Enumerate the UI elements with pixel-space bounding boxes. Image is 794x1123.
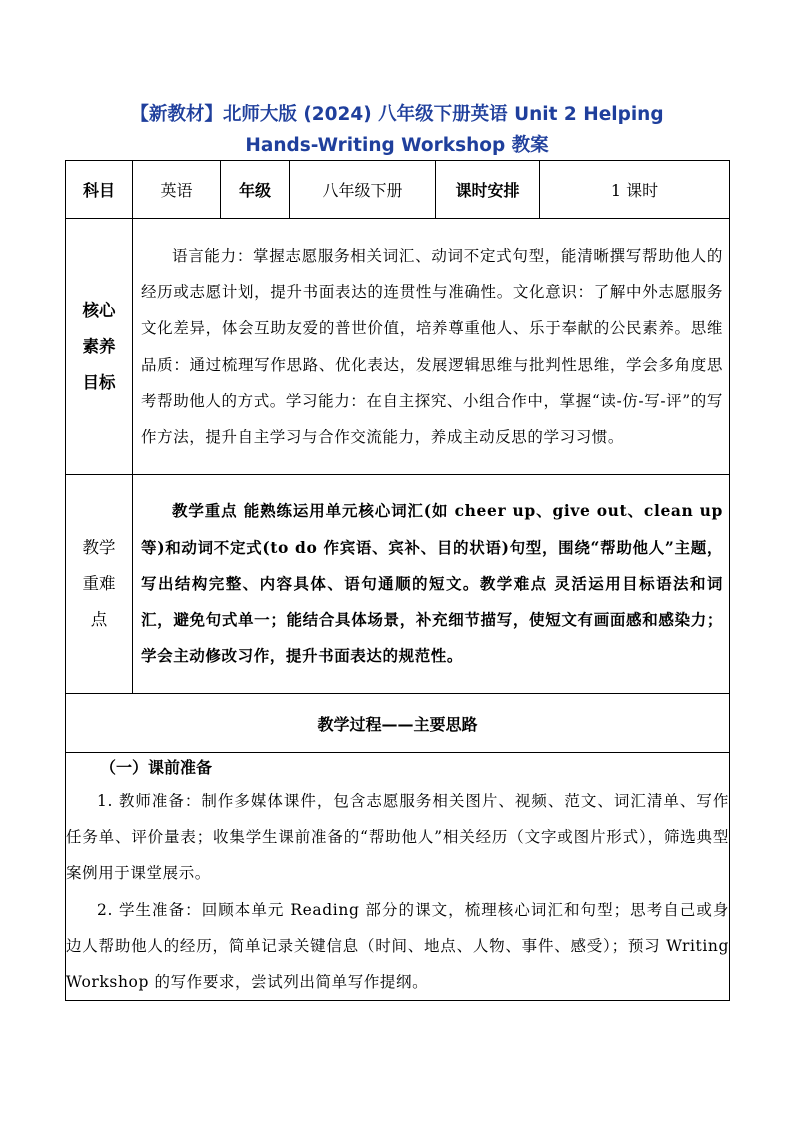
key-points-row bbox=[66, 475, 730, 694]
student-preparation-text: 2. 学生准备：回顾本单元 Reading 部分的课文，梳理核心词汇和句型；思考自己或身边人帮助他人的经历，简单记录关键信息（时间、地点、人物、事件、感受）；预习 Writing Workshop 的写作要求，尝试列出简单写作提纲。 bbox=[66, 900, 729, 992]
process-body-row bbox=[66, 753, 730, 1001]
core-goals-cell bbox=[133, 219, 730, 475]
process-heading-row bbox=[66, 694, 730, 753]
grade-value: 八年级下册 bbox=[290, 161, 436, 219]
core-goals-text: 语言能力：掌握志愿服务相关词汇、动词不定式句型，能清晰撰写帮助他人的经历或志愿计划，提升书面表达的连贯性与准确性。文化意识：了解中外志愿服务文化差异，体会互助友爱的普世价值，培养尊重他人、乐于奉献的公民素养。思维品质：通过梳理写作思路、优化表达，发展逻辑思维与批判性思维，学会多角度思考帮助他人的方式。学习能力：在自主探究、小组合作中，掌握“读-仿-写-评”的写作方法，提升自主学习与合作交流能力，养成主动反思的学习习惯。 bbox=[141, 246, 723, 446]
process-heading: 教学过程——主要思路 bbox=[66, 694, 730, 753]
core-goals-row bbox=[66, 219, 730, 475]
document-title-line-2: Hands-Writing Workshop 教案 bbox=[245, 135, 549, 156]
teacher-preparation-text: 1. 教师准备：制作多媒体课件，包含志愿服务相关图片、视频、范文、词汇清单、写作任务单、评价量表；收集学生课前准备的“帮助他人”相关经历（文字或图片形式），筛选典型案例用于课堂展示。 bbox=[66, 792, 729, 883]
key-points-cell bbox=[133, 475, 730, 694]
grade-label: 年级 bbox=[221, 161, 290, 219]
pre-class-preparation-cell bbox=[66, 753, 730, 1001]
key-points-label: 教学 重难 点 bbox=[66, 475, 133, 694]
key-points-text: 教学重点 能熟练运用单元核心词汇(如 cheer up、give out、clean up 等)和动词不定式(to do 作宾语、宾补、目的状语)句型，围绕“帮助他人”主题，写出结构完整、内容具体、语句通顺的短文。教学难点 灵活运用目标语法和词汇，避免句式单一；能结合具体场景，补充细节描写，使短文有画面感和感染力；学会主动修改习作，提升书面表达的规范性。 bbox=[141, 501, 723, 666]
hours-value: 1 课时 bbox=[540, 161, 730, 219]
document-title-line-1: 【新教材】北师大版 (2024) 八年级下册英语 Unit 2 Helping bbox=[130, 104, 664, 125]
subject-label: 科目 bbox=[66, 161, 133, 219]
subject-value: 英语 bbox=[133, 161, 221, 219]
core-goals-label: 核心 素养 目标 bbox=[66, 219, 133, 475]
lesson-plan-table bbox=[65, 160, 730, 1001]
header-row bbox=[66, 161, 730, 219]
hours-label: 课时安排 bbox=[436, 161, 540, 219]
section-title: （一）课前准备 bbox=[100, 758, 213, 777]
